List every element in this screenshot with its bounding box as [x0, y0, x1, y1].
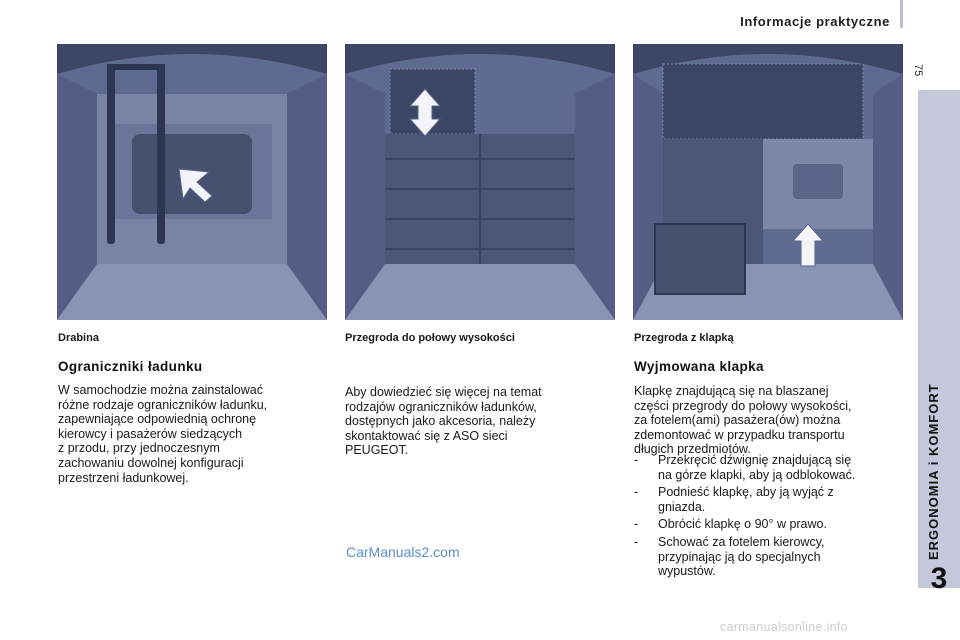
- flap-removal-steps: [634, 453, 904, 582]
- photo-half-partition: [345, 44, 615, 320]
- list-item: - Schować za fotelem kierowcy, przypinając ją do specjalnych wypustów.: [634, 534, 825, 579]
- list-item: - Obrócić klapkę o 90° w prawo.: [634, 517, 827, 532]
- caption-flap-partition: Przegroda z klapką: [634, 332, 734, 344]
- paragraph-removable-flap: Klapkę znajdującą się na blaszanej części przegrody do połowy wysokości, za fotelem(ami) pasażera(ów) można zdemontować w przypadku transportu długich przedmiotów.: [634, 384, 852, 457]
- watermark-carmanualsonline[interactable]: carmanualsonline.info: [720, 620, 848, 634]
- header-rule: [900, 0, 903, 28]
- caption-ladder: Drabina: [58, 332, 99, 344]
- caption-half-partition: Przegroda do połowy wysokości: [345, 332, 515, 344]
- section-title-load-restraints: Ograniczniki ładunku: [58, 359, 203, 374]
- chapter-title: ERGONOMIA i KOMFORT: [926, 383, 941, 560]
- list-item: - Podnieść klapkę, aby ją wyjąć z gniazda.: [634, 485, 834, 514]
- photo-ladder: [57, 44, 327, 320]
- watermark-carmanuals2[interactable]: CarManuals2.com: [346, 544, 460, 560]
- chapter-number: 3: [930, 562, 948, 595]
- list-item: - Przekręcić dźwignię znajdującą się na górze klapki, aby ją odblokować.: [634, 453, 856, 482]
- page-header-title: Informacje praktyczne: [740, 14, 890, 29]
- photo-flap-partition: [633, 44, 903, 320]
- page-number: 75: [912, 64, 924, 77]
- paragraph-accessories: Aby dowiedzieć się więcej na temat rodzajów ograniczników ładunków, dostępnych jako akcesoria, należy skontaktować się z ASO sieci PEUGEOT.: [345, 385, 542, 458]
- paragraph-load-restraints: W samochodzie można zainstalować różne rodzaje ograniczników ładunku, zapewniające odpowiednią ochronę kierowcy i pasażerów siedzących z przodu, przy jednoczesnym zachowaniu dowolnej konfiguracji przestrzeni ładunkowej.: [58, 383, 268, 485]
- section-title-removable-flap: Wyjmowana klapka: [634, 359, 764, 374]
